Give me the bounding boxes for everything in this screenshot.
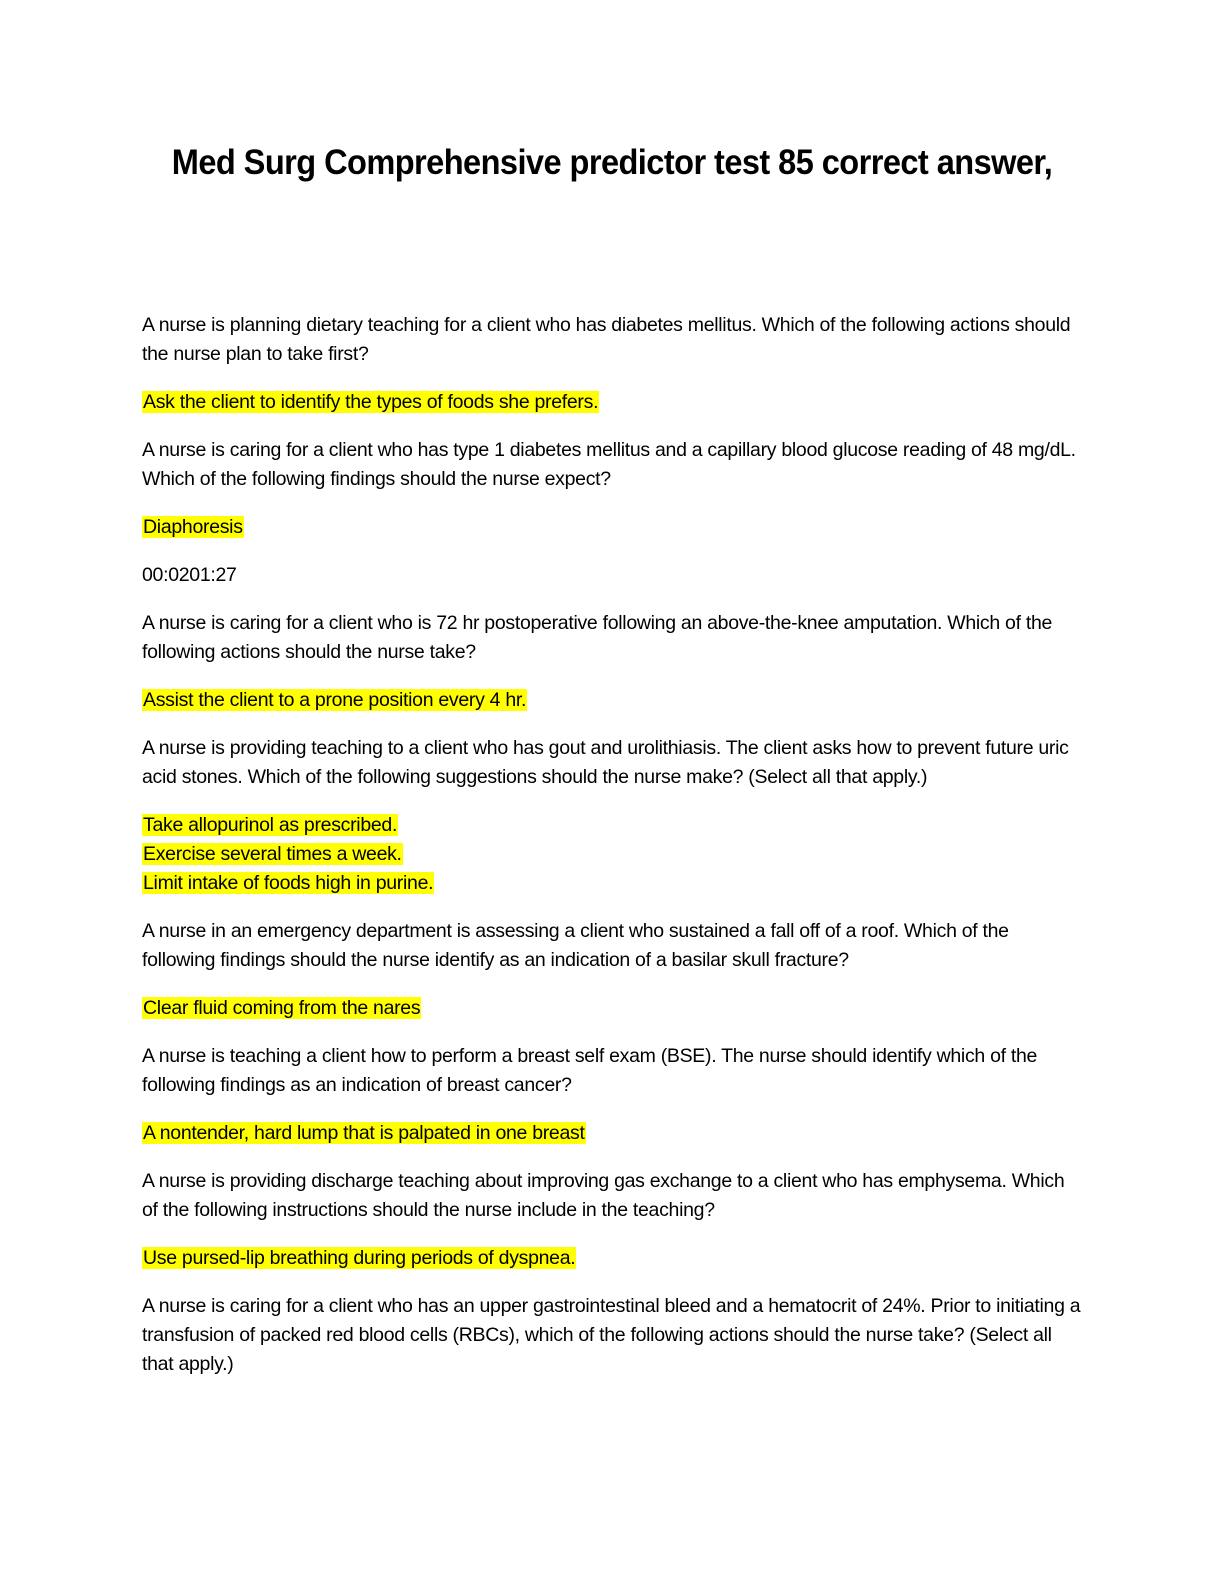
question-text: A nurse is providing discharge teaching about improving gas exchange to a client who has emphysema. Which of the following instructions should the nurse include in the teaching?	[142, 1170, 1065, 1221]
answer-group	[142, 513, 1082, 542]
highlighted-answer: Limit intake of foods high in purine.	[143, 872, 434, 894]
answer-line	[142, 1244, 1082, 1273]
question-text: A nurse is planning dietary teaching for a client who has diabetes mellitus. Which of the following actions should the nurse plan to take first?	[142, 314, 1071, 365]
answer-line	[142, 840, 1082, 869]
highlighted-answer: Exercise several times a week.	[143, 843, 402, 865]
answer-group	[142, 811, 1082, 898]
answer-group	[142, 1119, 1082, 1148]
highlighted-answer: Diaphoresis	[143, 516, 243, 538]
highlighted-answer: Ask the client to identify the types of foods she prefers.	[143, 391, 599, 413]
answer-line	[142, 994, 1082, 1023]
answer-group	[142, 686, 1082, 715]
answer-line	[142, 869, 1082, 898]
document-body	[142, 311, 1082, 1398]
question-text: A nurse is caring for a client who has type 1 diabetes mellitus and a capillary blood glucose reading of 48 mg/dL. Which of the following findings should the nurse expect?	[142, 439, 1076, 490]
answer-line	[142, 686, 1082, 715]
highlighted-answer: Clear fluid coming from the nares	[143, 997, 421, 1019]
question-text: A nurse is caring for a client who is 72 hr postoperative following an above-the-knee amputation. Which of the following actions should the nurse take?	[142, 612, 1053, 663]
answer-line	[142, 1119, 1082, 1148]
question-text: A nurse is caring for a client who has an upper gastrointestinal bleed and a hematocrit of 24%. Prior to initiating a transfusion of packed red blood cells (RBCs), which of the following actions should the nurse take? (Select all that apply.)	[142, 1295, 1081, 1375]
question-text: A nurse in an emergency department is assessing a client who sustained a fall off of a roof. Which of the following findings should the nurse identify as an indication of a basilar skull fracture?	[142, 920, 1009, 971]
answer-line	[142, 811, 1082, 840]
answer-line	[142, 513, 1082, 542]
answer-line	[142, 388, 1082, 417]
question-text: A nurse is teaching a client how to perform a breast self exam (BSE). The nurse should identify which of the following findings as an indication of breast cancer?	[142, 1045, 1038, 1096]
answer-group	[142, 1244, 1082, 1273]
timestamp-text: 00:0201:27	[142, 564, 237, 586]
answer-group	[142, 388, 1082, 417]
answer-group	[142, 994, 1082, 1023]
highlighted-answer: Assist the client to a prone position every 4 hr.	[143, 689, 527, 711]
highlighted-answer: Use pursed-lip breathing during periods of dyspnea.	[143, 1247, 576, 1269]
highlighted-answer: Take allopurinol as prescribed.	[143, 814, 398, 836]
document-title: Med Surg Comprehensive predictor test 85 correct answer,	[171, 143, 1053, 182]
question-text: A nurse is providing teaching to a client who has gout and urolithiasis. The client asks how to prevent future uric acid stones. Which of the following suggestions should the nurse make? (Select all that apply.)	[142, 737, 1069, 788]
highlighted-answer: A nontender, hard lump that is palpated in one breast	[143, 1122, 585, 1144]
